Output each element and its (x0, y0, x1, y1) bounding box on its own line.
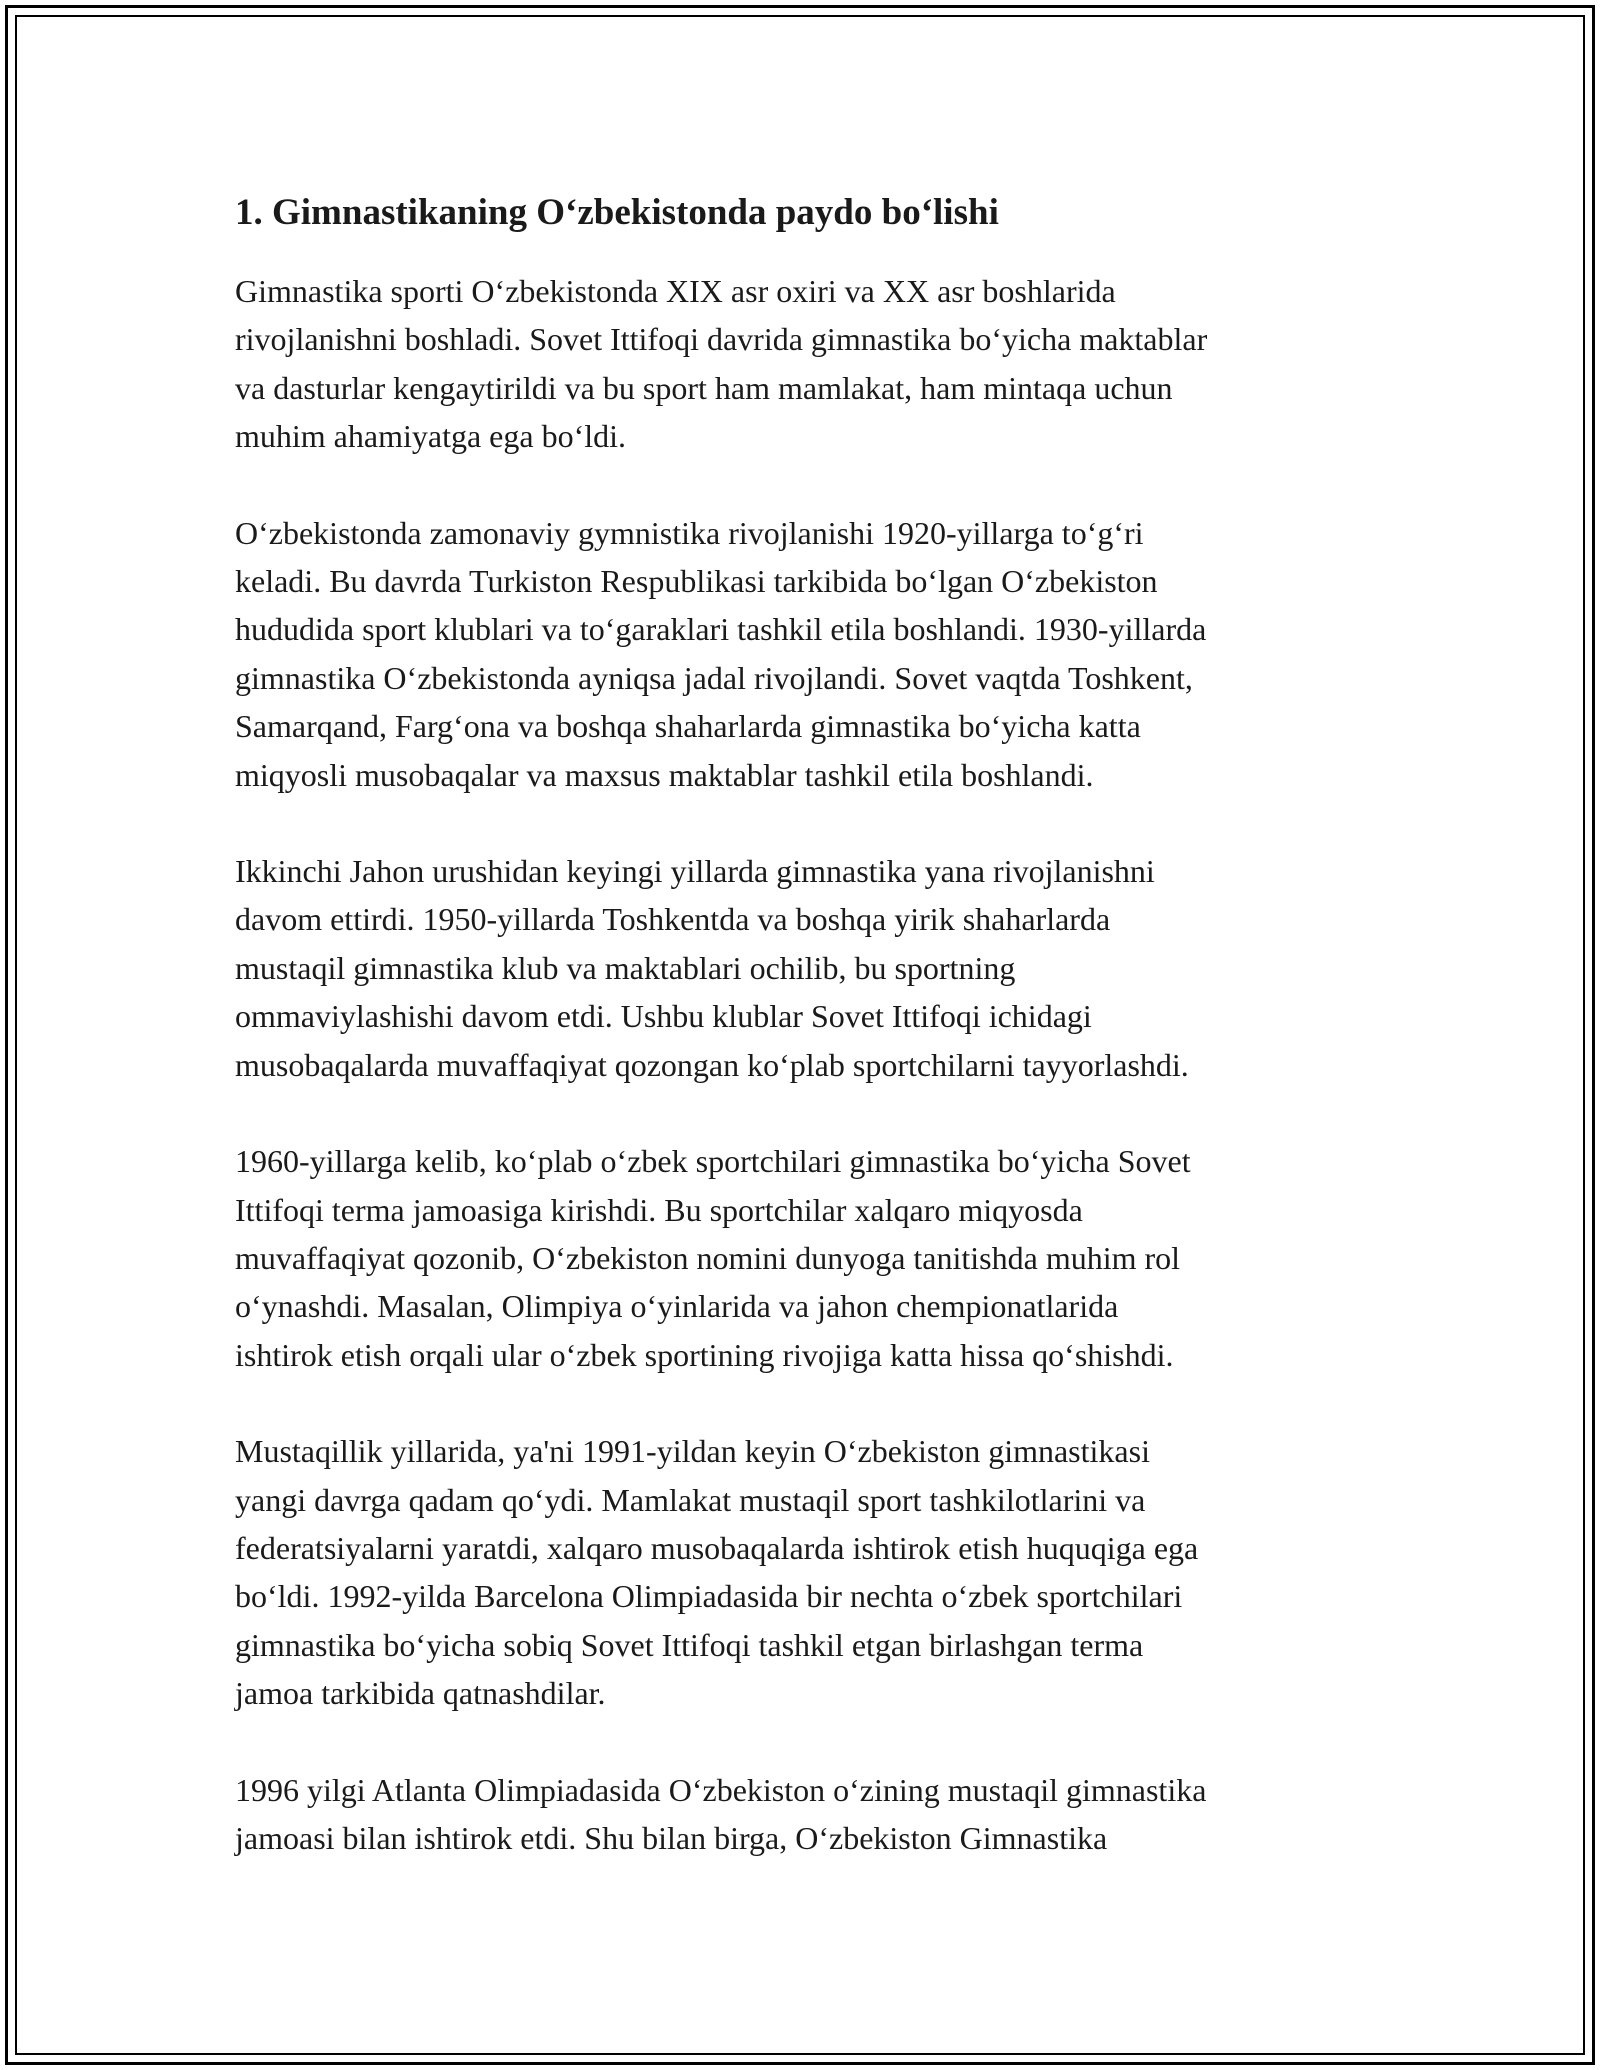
paragraph-5: Mustaqillik yillarida, ya'ni 1991-yildan keyin O‘zbekiston gimnastikasi yangi davrga qadam qo‘ydi. Mamlakat mustaqil sport tashkilotlarini va federatsiyalarni yaratdi, xalqaro musobaqalarda ishtirok etish huquqiga ega bo‘ldi. 1992-yilda Barcelona Olimpiadasida bir nechta o‘zbek sportchilari gimnastika bo‘yicha sobiq Sovet Ittifoqi tashkil etgan birlashgan terma jamoa tarkibida qatnashdilar. (235, 1433, 1199, 1712)
section-heading: 1. Gimnastikaning O‘zbekistonda paydo bo‘lishi (235, 192, 999, 233)
document-body (235, 185, 1365, 1910)
paragraph-4: 1960-yillarga kelib, ko‘plab o‘zbek sportchilari gimnastika bo‘yicha Sovet Ittifoqi terma jamoasiga kirishdi. Bu sportchilar xalqaro miqyosda muvaffaqiyat qozonib, O‘zbekiston nomini dunyoga tanitishda muhim rol o‘ynashdi. Masalan, Olimpiya o‘yinlarida va jahon chempionatlarida ishtirok etish orqali ular o‘zbek sportining rivojiga katta hissa qo‘shishdi. (235, 1143, 1191, 1373)
paragraph-3: Ikkinchi Jahon urushidan keyingi yillarda gimnastika yana rivojlanishni davom ettirdi. 1950-yillarda Toshkentda va boshqa yirik shaharlarda mustaqil gimnastika klub va maktablari ochilib, bu sportning ommaviylashishi davom etdi. Ushbu klublar Sovet Ittifoqi ichidagi musobaqalarda muvaffaqiyat qozongan ko‘plab sportchilarni tayyorlashdi. (235, 853, 1189, 1083)
paragraph-1: Gimnastika sporti O‘zbekistonda XIX asr oxiri va XX asr boshlarida rivojlanishni boshladi. Sovet Ittifoqi davrida gimnastika bo‘yicha maktablar va dasturlar kengaytirildi va bu sport ham mamlakat, ham mintaqa uchun muhim ahamiyatga ega bo‘ldi. (235, 273, 1208, 455)
paragraph-2: O‘zbekistonda zamonaviy gymnistika rivojlanishi 1920-yillarga to‘g‘ri keladi. Bu davrda Turkiston Respublikasi tarkibida bo‘lgan O‘zbekiston hududida sport klublari va to‘garaklari tashkil etila boshlandi. 1930-yillarda gimnastika O‘zbekistonda ayniqsa jadal rivojlandi. Sovet vaqtda Toshkent, Samarqand, Farg‘ona va boshqa shaharlarda gimnastika bo‘yicha katta miqyosli musobaqalar va maxsus maktablar tashkil etila boshlandi. (235, 514, 1207, 793)
paragraph-6: 1996 yilgi Atlanta Olimpiadasida O‘zbekiston o‘zining mustaqil gimnastika jamoasi bilan ishtirok etdi. Shu bilan birga, O‘zbekiston Gimnastika (235, 1771, 1207, 1856)
